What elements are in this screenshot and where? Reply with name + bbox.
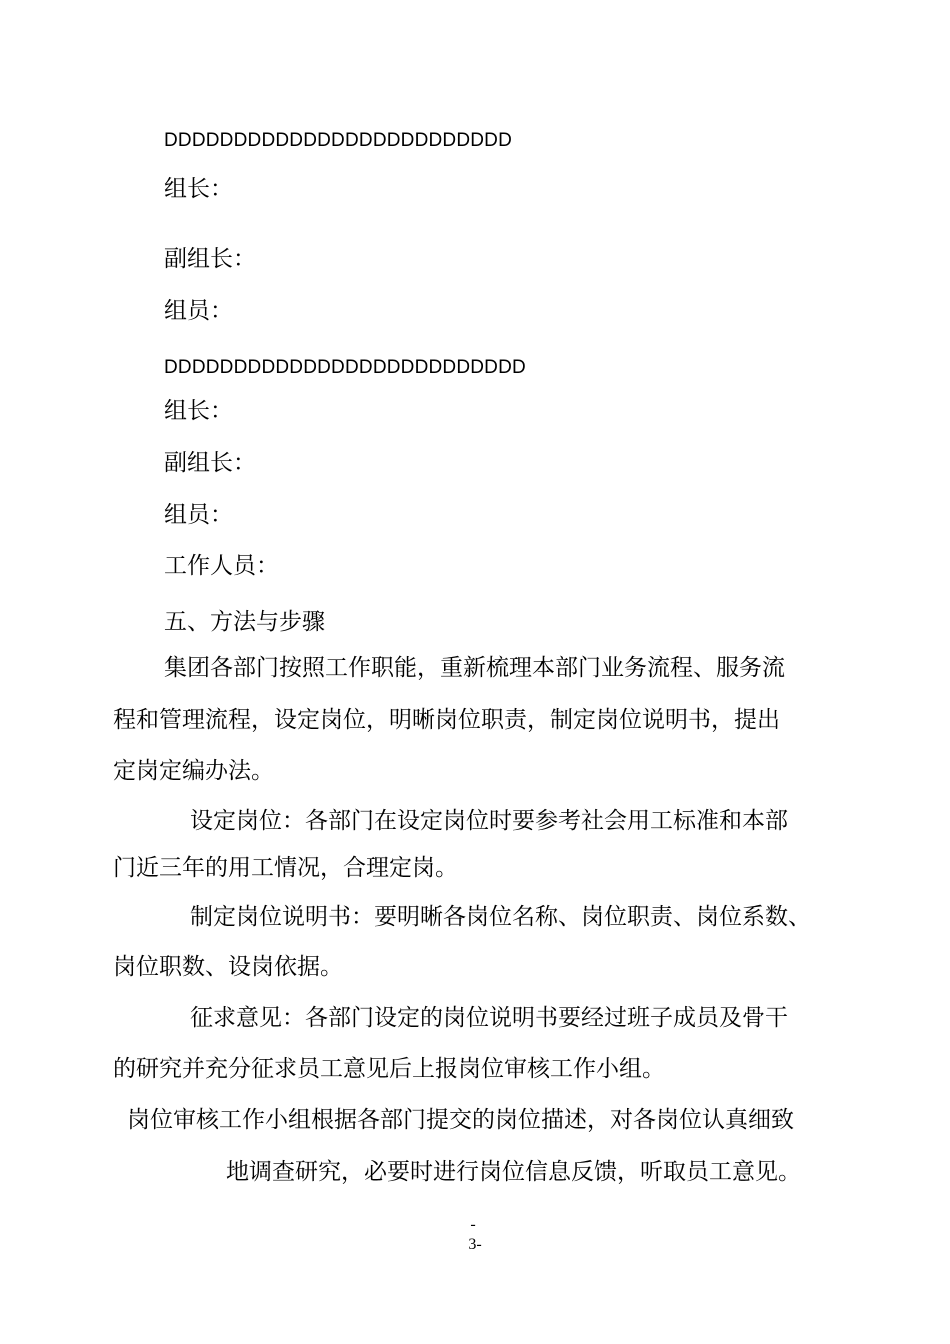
paragraph-line: 的研究并充分征求员工意见后上报岗位审核工作小组。 [113, 1056, 665, 1082]
page-number: 3- [468, 1236, 482, 1253]
paragraph-line: 程和管理流程，设定岗位，明晰岗位职责，制定岗位说明书，提出 [113, 707, 780, 733]
deputy-leader-label-1: 副组长： [164, 246, 256, 272]
section-heading: 五、方法与步骤 [164, 609, 325, 635]
leader-label-1: 组长： [164, 176, 233, 202]
paragraph-line: 定岗定编办法。 [113, 758, 274, 784]
paragraph-line: 岗位职数、设岗依据。 [113, 954, 343, 980]
paragraph-line: 设定岗位：各部门在设定岗位时要参考社会用工标准和本部 [190, 808, 788, 834]
member-label-2: 组员： [164, 502, 233, 528]
paragraph-line: 门近三年的用工情况，合理定岗。 [113, 855, 458, 881]
placeholder-line-2: DDDDDDDDDDDDDDDDDDDDDDDDDD [164, 357, 526, 378]
page-number-dash: - [470, 1216, 476, 1233]
paragraph-line: 集团各部门按照工作职能，重新梳理本部门业务流程、服务流 [164, 655, 785, 681]
paragraph-line: 制定岗位说明书：要明晰各岗位名称、岗位职责、岗位系数、 [190, 904, 811, 930]
paragraph-line: 征求意见：各部门设定的岗位说明书要经过班子成员及骨干 [190, 1005, 788, 1031]
member-label-1: 组员： [164, 298, 233, 324]
placeholder-line-1: DDDDDDDDDDDDDDDDDDDDDDDDD [164, 130, 513, 151]
paragraph-line: 地调查研究，必要时进行岗位信息反馈，听取员工意见。 [226, 1159, 801, 1185]
paragraph-line: 岗位审核工作小组根据各部门提交的岗位描述，对各岗位认真细致 [127, 1107, 794, 1133]
deputy-leader-label-2: 副组长： [164, 450, 256, 476]
leader-label-2: 组长： [164, 398, 233, 424]
staff-label: 工作人员： [164, 553, 279, 579]
